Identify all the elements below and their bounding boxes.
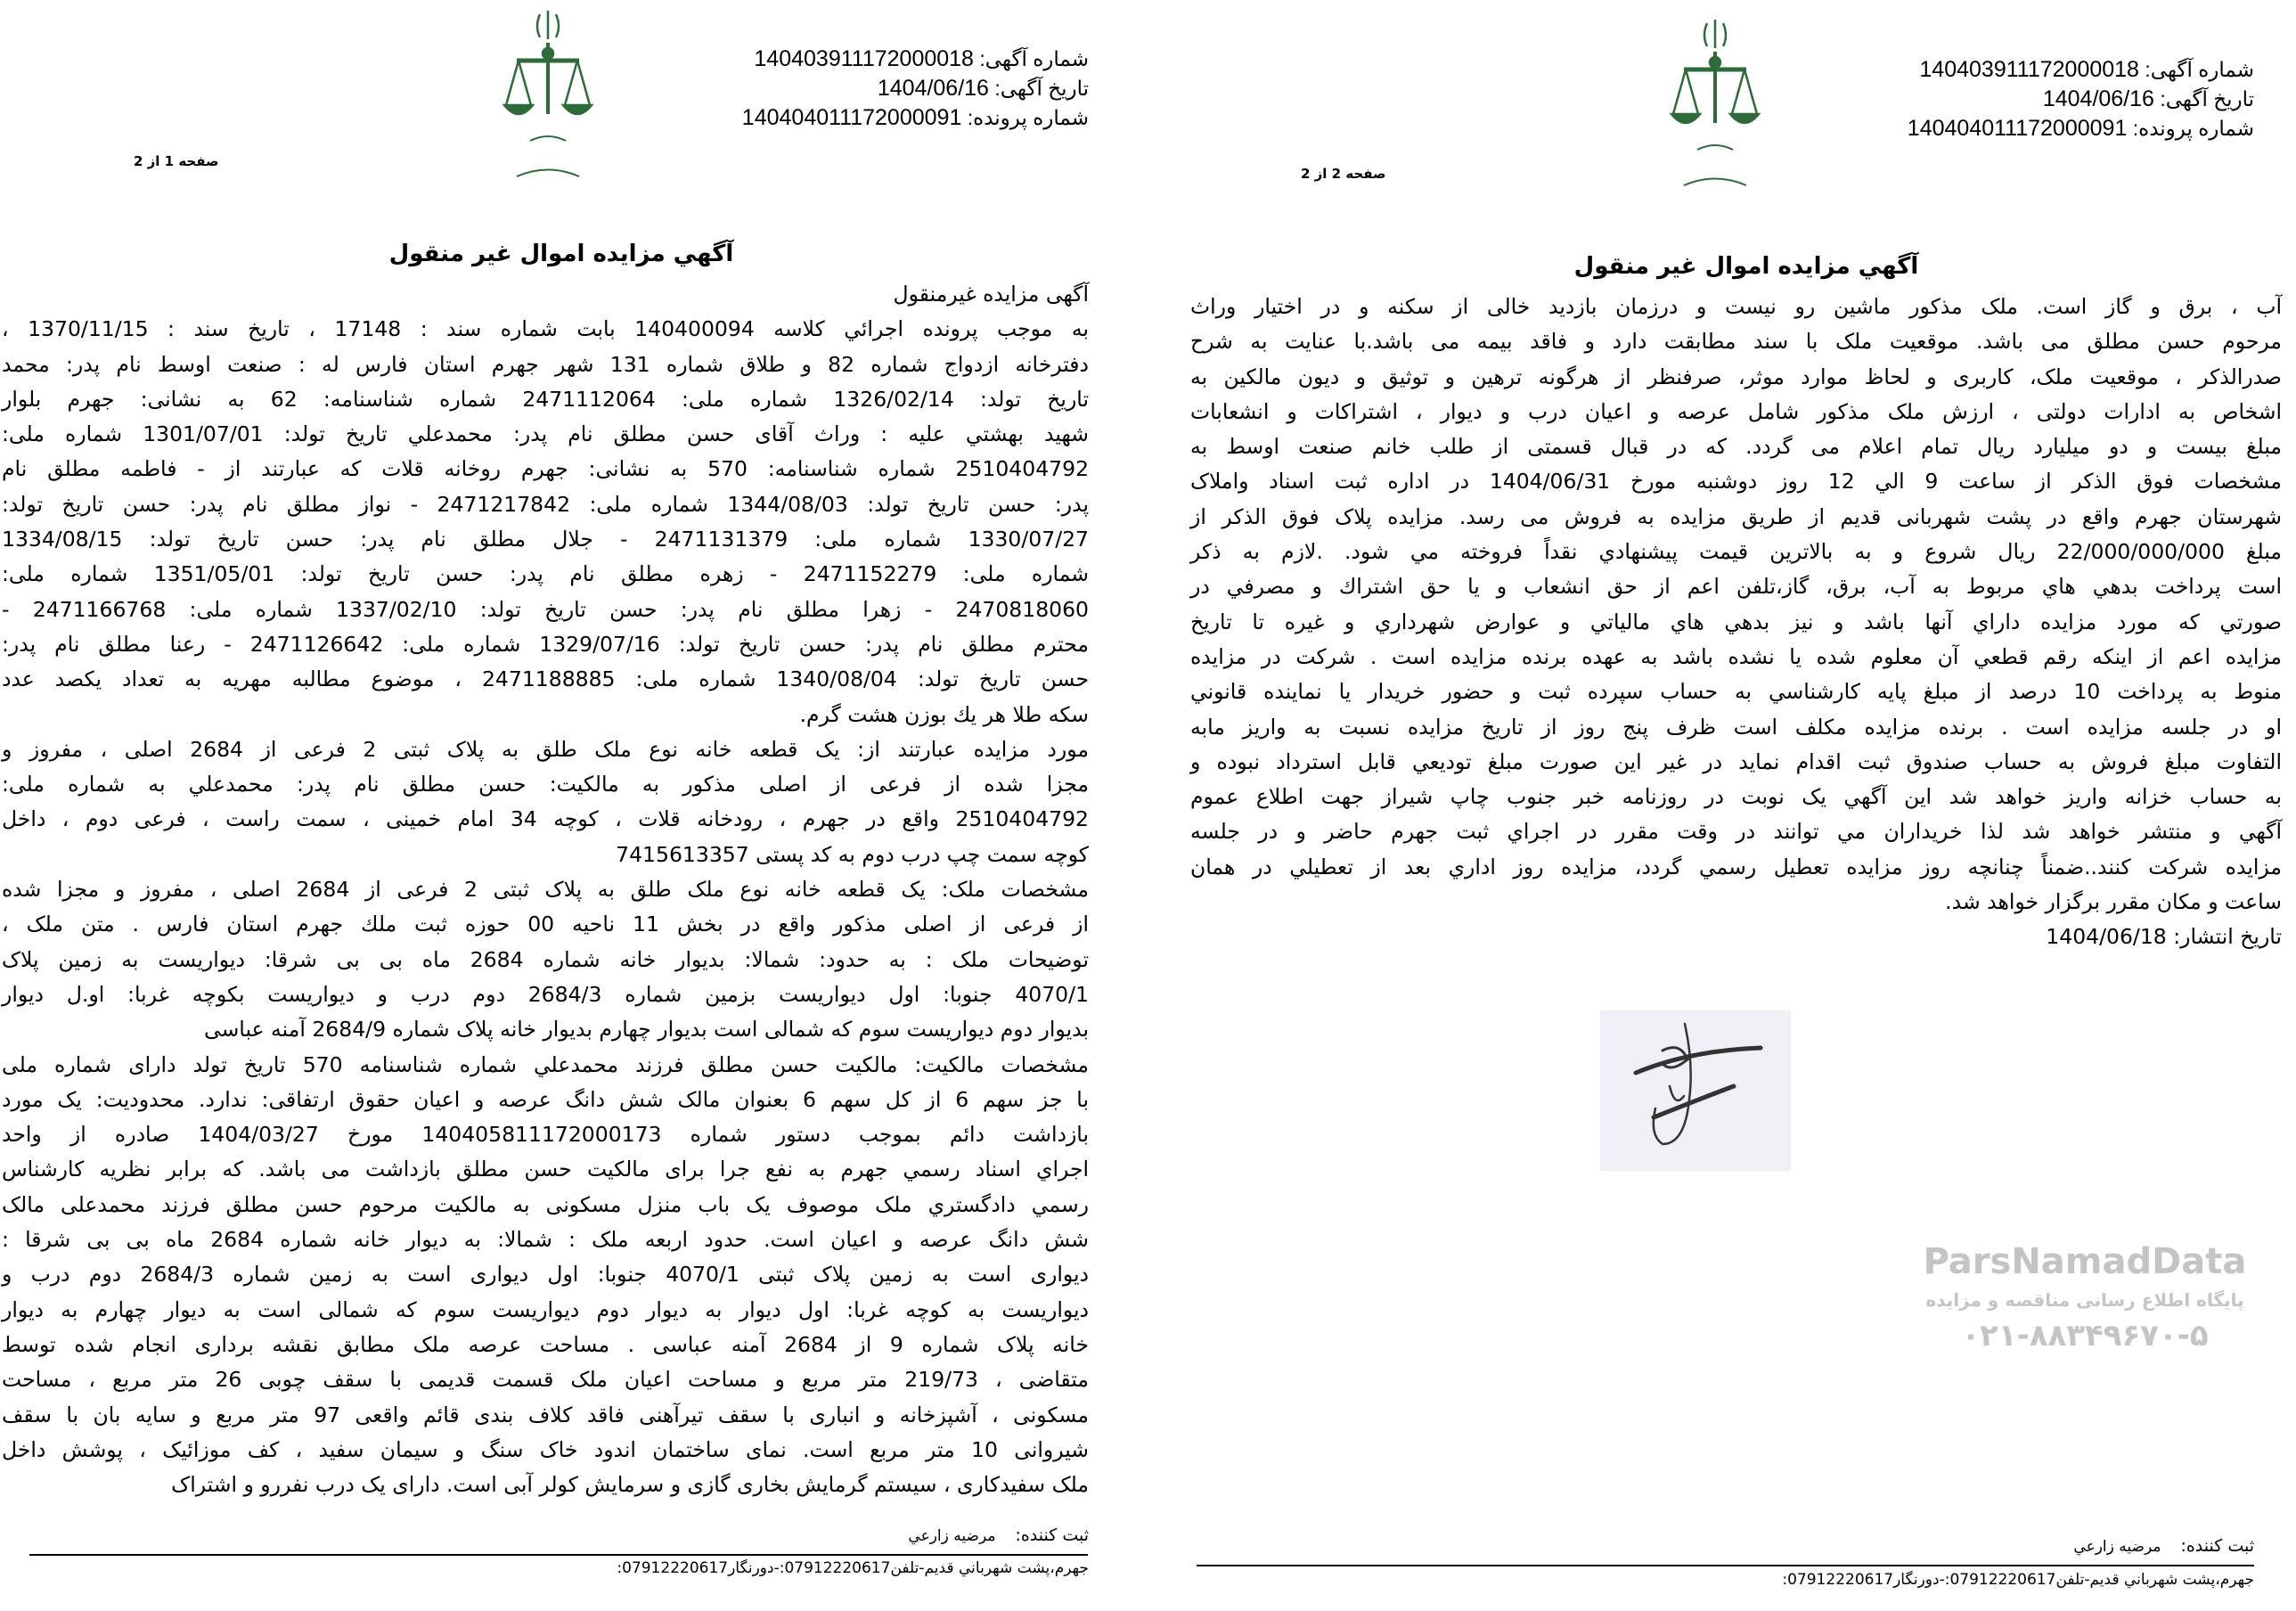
text-line: مورد مزایده عبارتند از: یک قطعه خانه نوع ملک طلق به پلاک ثبتی 2 فرعی از 2684 اصلی ، مفروز و xyxy=(2,736,1089,762)
text-line: خانه پلاک شماره 9 از 2684 آمنه عباسی . مساحت عرصه ملک مطابق نقشه برداری انجام شده توسط xyxy=(2,1331,1089,1357)
registrar: ثبت کننده:مرضيه زارعي xyxy=(2073,1536,2254,1556)
ad-date-row: تاریخ آگهی: 1404/06/16 xyxy=(2042,86,2254,111)
text-line: پدر: حسن تاریخ تولد: 1344/08/03 شماره ملی: 2471217842 - نواز مطلق نام پدر: حسن تاریخ تولد: xyxy=(2,491,1089,517)
text-line: به حساب خزانه واريز خواهد شد اين آگهي يک نوبت در روزنامه خبر جنوب چاپ شيراز جهت اطلاع عموم xyxy=(1190,784,2282,810)
text-line: اجراي اسناد رسمي جهرم به نفع جرا برای مالکیت حسن مطلق بازداشت می باشد. که برابر نظریه کارشناس xyxy=(2,1157,1089,1182)
paragraph xyxy=(2,277,1089,312)
text-line: ملک سفیدکاری ، سیستم گرمایش بخاری گازی و سرمایش کولر آبی است. دارای یک درب نفررو و اشتراک xyxy=(171,1472,1089,1498)
judiciary-emblem-logo xyxy=(1648,16,1782,211)
paragraph xyxy=(2,732,1089,872)
text-line: محترم مطلق نام پدر: حسن تاریخ تولد: 1329/07/16 شماره ملی: 2471126642 - رعنا مطلق نام پدر: xyxy=(2,631,1089,657)
text-line: التفاوت مبلغ فروش به حساب صندوق ثبت اقدام نمايد در غير اين صورت مبلغ توديعي قابل استرداد نبوده و xyxy=(1190,748,2282,774)
office-address: جهرم،پشت شهرباني قديم-تلفن07912220617:-دورنگار07912220617: xyxy=(1782,1571,2254,1589)
paragraph xyxy=(1190,920,2282,954)
text-line: 2510404792 واقع در جهرم ، رودخانه قلات ، کوچه 34 امام خمینی ، سمت راست ، فرعی دوم ، داخل xyxy=(2,806,1089,832)
ad-number: 140403911172000018 xyxy=(754,46,974,71)
paragraph xyxy=(2,872,1089,1047)
ad-body-text xyxy=(2,277,1089,1502)
text-line: متقاضی ، 219/73 متر مربع و مساحت اعیان ملک قسمت قدیمی با سقف چوبی 26 متر مربع ، مساحت xyxy=(2,1367,1090,1393)
page-title: آگهي مزايده اموال غير منقول xyxy=(388,241,734,267)
text-line: توضیحات ملک : به حدود: شمالا: بدیوار خانه شماره 2684 ماه بی بی شرقا: دیواریست به زمین پلاک xyxy=(2,946,1089,972)
text-line: صورتي كه مورد مزايده داراي آنها باشد و نيز بدهي هاي مالياتي و عوارض شهرداري و غيره تا تاريخ xyxy=(1190,609,2282,634)
text-line: 4070/1 جنوبا: اول دیواریست بزمین شماره 2684/3 دوم درب و دیواریست بکوچه غربا: او.ل دیوار xyxy=(2,981,1089,1007)
ad-date: 1404/06/16 xyxy=(877,76,989,101)
text-line: مزايده اعم از اينكه رقم قطعي آن معلوم شده يا نشده باشد به عهده برنده مزايده است . شركت در مزايده xyxy=(1190,643,2282,669)
case-number: 140404011172000091 xyxy=(741,105,962,130)
case-number-row: شماره پرونده: 140404011172000091 xyxy=(1907,116,2254,141)
text-line: بدیوار دوم دیواریست سوم که شمالی است بدیوار چهارم بدیوار خانه پلاک شماره 2684/9 آمنه عباسی xyxy=(204,1017,1089,1043)
signature-scribble-icon xyxy=(1600,1010,1791,1171)
page-indicator: صفحه 2 از 2 xyxy=(1301,166,1386,182)
registrar: ثبت کننده:مرضيه زارعي xyxy=(908,1525,1089,1545)
paragraph xyxy=(2,1048,1089,1503)
text-line: مجزا شده از فرعی از اصلی مذکور به مالکیت: حسن مطلق نام پدر: محمدعلي به شماره ملی: xyxy=(2,772,1089,797)
text-line: مشخصات مالکیت: مالکیت حسن مطلق فرزند محمدعلي شماره شناسنامه 570 تاریخ تولد دارای شماره ملی xyxy=(2,1051,1089,1077)
case-number: 140404011172000091 xyxy=(1907,116,2128,141)
text-line: او در جلسه مزايده است . برنده مزايده مكلف است ظرف پنج روز از تاريخ مزايده نسبت به واريز مابه xyxy=(1190,714,2282,740)
text-line: از فرعی از اصلی مذکور واقع در بخش 11 ناحیه 00 حوزه ثبت ملك جهرم استان فارس . متن ملک ، xyxy=(2,912,1090,937)
text-line: 2510404792 شماره شناسنامه: 570 به نشانی: جهرم روخانه قلات كه عبارتند از - فاطمه مطلق نام xyxy=(2,456,1090,482)
judiciary-emblem-logo xyxy=(481,7,615,202)
signature xyxy=(1600,1010,1791,1171)
text-line: آب ، برق و گاز است. ملک مذکور ماشین رو نیست و درزمان بازدید خالی از سکنه و در اختیار وراث xyxy=(1190,294,2282,319)
ad-date-row: تاریخ آگهی: 1404/06/16 xyxy=(877,76,1089,101)
ad-number-row: شماره آگهی: 140403911172000018 xyxy=(1919,57,2254,82)
office-address: جهرم،پشت شهرباني قديم-تلفن07912220617:-دورنگار07912220617: xyxy=(617,1559,1089,1577)
text-line: شیروانی 10 متر مربع است. نمای ساختمان اندود خاک سنگ و سیمان سفید ، کف موزائیک ، پوشش داخل xyxy=(2,1436,1089,1462)
text-line: شش دانگ عرصه و اعیان است. حدود اربعه ملک : شمالا: به دیوار خانه شماره 2684 ماه بی بی شرقا : xyxy=(2,1227,1089,1253)
text-line: 1330/07/27 شماره ملی: 2471131379 - جلال مطلق نام پدر: حسن تاریخ تولد: 1334/08/15 xyxy=(2,527,1090,552)
text-line: آگهي و منتشر خواهد شد لذا خريداران مي توانند در وقت مقرر در اجراي ثبت جهرم حاضر و در جلسه xyxy=(1190,819,2282,845)
text-line: دفترخانه ازدواج شماره 82 و طلاق شماره 131 شهر جهرم استان فارس له : صنعت اوسط نام پدر: محمد xyxy=(2,351,1089,377)
text-line: مشخصات فوق الذکر از ساعت 9 الي 12 روز دوشنبه مورخ 1404/06/31 در اداره ثبت اسناد واملاک xyxy=(1190,469,2282,495)
registrar-name: مرضيه زارعي xyxy=(2073,1538,2161,1556)
ad-number-row: شماره آگهی: 140403911172000018 xyxy=(754,46,1089,71)
text-line: شهرستان جهرم واقع در پشت شهربانی قدیم از طریق مزایده به فروش می رسد. مزایده پلاک فوق الذکر از xyxy=(1190,503,2282,529)
ad-header xyxy=(1908,55,2254,143)
page-title: آگهي مزايده اموال غير منقول xyxy=(1573,253,1919,280)
registrar-name: مرضيه زارعي xyxy=(908,1527,996,1545)
text-line: تاریخ انتشار: 1404/06/18 xyxy=(2046,924,2282,950)
page-indicator: صفحه 1 از 2 xyxy=(134,153,219,169)
ad-number: 140403911172000018 xyxy=(1919,57,2139,82)
text-line: ساعت و مكان مقرر برگزار خواهد شد. xyxy=(1945,889,2282,915)
page-2 xyxy=(1149,0,2296,1611)
text-line: اشخاص به ادارات دولتی ، ارزش ملک مذکور شامل عرصه و اعیان درب و دیوار ، اشتراکات و انشعابات xyxy=(1190,398,2282,424)
watermark-phone: ۰۲۱-۸۸۳۴۹۶۷۰-۵ xyxy=(1961,1318,2209,1353)
text-line: سكه طلا هر يك بوزن هشت گرم. xyxy=(799,701,1089,727)
text-line: مسکونی ، آشپزخانه و انباری با سقف تیرآهنی فاقد کلاف بندی قائم واقعی 97 متر مربع و سایه بان با سقف xyxy=(2,1402,1089,1427)
text-line: شماره ملی: 2471152279 - زهره مطلق نام پدر: حسن تاریخ تولد: 1351/05/01 شماره ملی: xyxy=(2,561,1089,587)
paragraph xyxy=(2,312,1089,732)
text-line: دیواریست به کوچه غربا: اول دیوار به دیوار دوم دیواریست سوم که شمالی است به دیوار چهارم به دیوار xyxy=(2,1296,1089,1322)
text-line: مشخصات ملک: یک قطعه خانه نوع ملک طلق به پلاک ثبتی 2 فرعی از 2684 اصلی ، مفروز و مجزا شده xyxy=(2,877,1089,903)
text-line: تاریخ تولد: 1326/02/14 شماره ملی: 2471112064 شماره شناسنامه: 62 به نشانی: جهرم بلوار xyxy=(2,386,1090,412)
scales-of-justice-icon xyxy=(1648,16,1782,208)
footer-divider xyxy=(1197,1565,2254,1566)
scales-of-justice-icon xyxy=(481,7,615,199)
text-line: به موجب پرونده اجرائي كلاسه 140400094 بابت شماره سند : 17148 ، تاريخ سند : 1370/11/15 ، xyxy=(2,316,1089,342)
watermark-subtitle: پایگاه اطلاع رسانی مناقصه و مزایده xyxy=(1925,1289,2244,1311)
ad-date: 1404/06/16 xyxy=(2042,86,2154,111)
text-line: دیواری است به زمین پلاک ثبتی 4070/1 جنوبا: اول دیواری است به زمین شماره 2684/3 دوم درب و xyxy=(2,1262,1089,1288)
text-line: مرحوم حسن مطلق می باشد. موقعیت ملک با سند مطابقت دارد و فاقد بیمه می باشد.با عنایت به شرح xyxy=(1190,329,2282,355)
text-line: مبلغ 22/000/000/000 ريال شروع و به بالاترين قيمت پيشنهادي نقداً فروخته مي شود. .لازم به ذکر xyxy=(1190,539,2282,565)
text-line: شهيد بهشتي عليه : وراث آقای حسن مطلق نام پدر: محمدعلي تاريخ تولد: 1301/07/01 شماره ملی: xyxy=(2,421,1089,447)
watermark-brand: ParsNamadData xyxy=(1923,1241,2247,1282)
text-line: مبلغ بیست و دو میلیارد ریال تمام اعلام می گردد. که در قبال قسمتی از طلب خانم صنعت اوسط به xyxy=(1190,434,2282,460)
case-number-row: شماره پرونده: 140404011172000091 xyxy=(741,105,1089,130)
text-line: مزايده شركت كنند..ضمناً چنانچه روز مزايده تعطيل رسمي گردد، مزايده روز اداري بعد از تعطيلي در همان xyxy=(1190,854,2282,879)
ad-header xyxy=(742,45,1089,133)
text-line: بازداشت دائم بموجب دستور شماره 140405811172000173 مورخ 1404/03/27 صادره از واحد xyxy=(2,1122,1089,1148)
text-line: است پرداخت بدهي هاي مربوط به آب، برق، گاز،تلفن اعم از حق انشعاب و يا حق اشتراك و مصرفي در xyxy=(1190,574,2282,600)
paragraph xyxy=(1190,290,2282,920)
text-line: با جز سهم 6 از کل سهم 6 بعنوان مالک شش دانگ عرصه و اعیان حقوق ارتفاقی: ندارد. محدودیت: یک مورد xyxy=(2,1086,1089,1112)
footer-divider xyxy=(29,1554,1088,1556)
text-line: 2470818060 - زهرا مطلق نام پدر: حسن تاریخ تولد: 1337/02/10 شماره ملی: 2471166768 - xyxy=(2,596,1089,622)
ad-body-text xyxy=(1190,290,2282,955)
text-line: صدرالذکر ، موقعیت ملک، کاربری و لحاظ موارد موثر، صرفنظر از هرگونه ترهین و توثیق و دیون مالکین به xyxy=(1190,364,2282,389)
text-line: حسن تاریخ تولد: 1340/08/04 شماره ملی: 2471188885 ، موضوع مطالبه مهريه به تعداد يكصد عدد xyxy=(2,666,1089,692)
text-line: رسمي دادگستري ملک موصوف یک باب منزل مسکونی به مالکیت مرحوم حسن مطلق فرزند محمدعلی مالک xyxy=(2,1191,1089,1217)
text-line: منوط به پرداخت 10 درصد از مبلغ پايه كارشناسي به حساب سپرده ثبت و حضور خريدار يا نماينده قانوني xyxy=(1190,679,2282,705)
text-line: آگهی مزایده غیرمنقول xyxy=(893,282,1089,307)
text-line: کوچه سمت چپ درب دوم به کد پستی 7415613357 xyxy=(616,841,1089,867)
